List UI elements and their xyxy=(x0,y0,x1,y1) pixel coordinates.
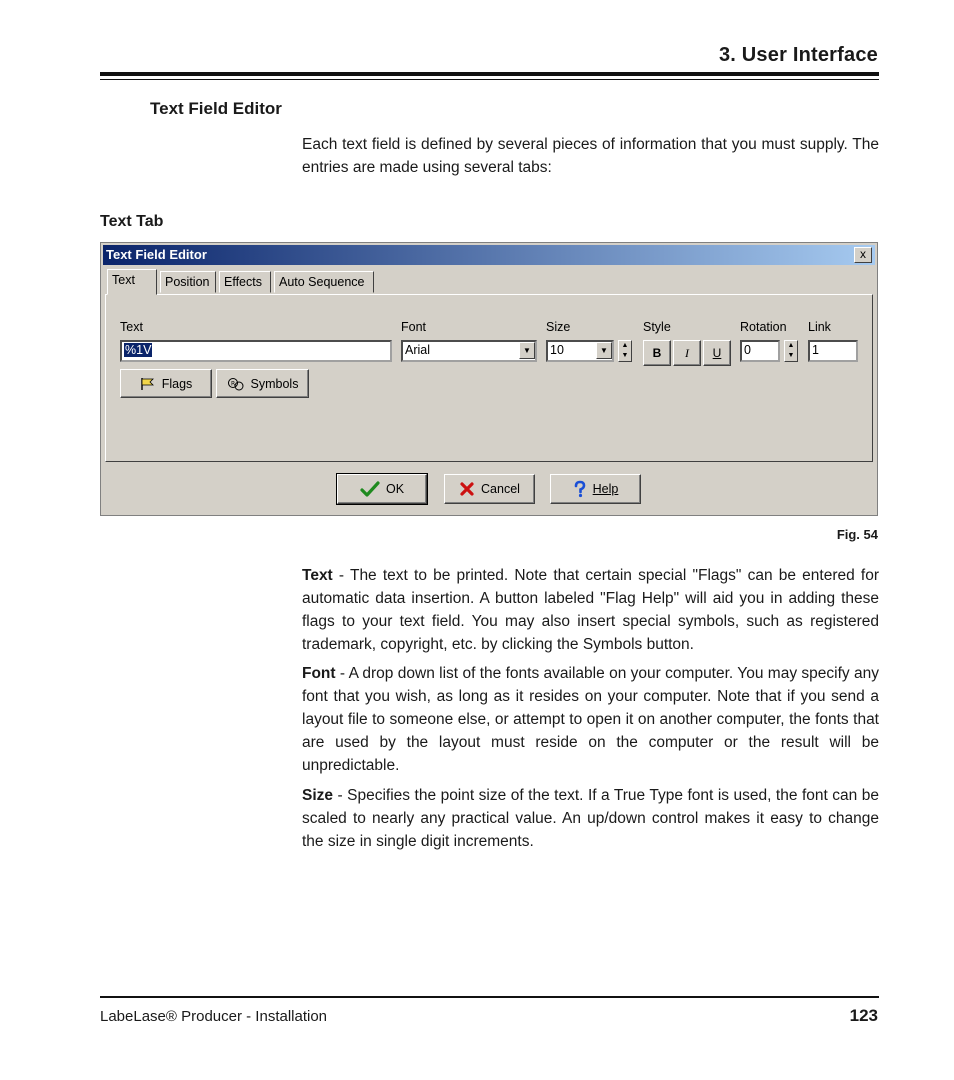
footer-rule xyxy=(100,996,879,998)
link-input[interactable] xyxy=(808,340,858,362)
ok-button[interactable] xyxy=(337,474,427,504)
rotation-input[interactable] xyxy=(740,340,780,362)
link-input-value: 1 xyxy=(812,343,819,357)
dialog-titlebar xyxy=(103,245,875,265)
size-spinner[interactable]: ▲ ▼ xyxy=(618,340,632,362)
header-rule xyxy=(100,72,879,76)
symbols-button-label: Symbols xyxy=(250,376,299,391)
term-text: Text xyxy=(302,567,333,584)
paragraph-text-body: - The text to be printed. Note that certain special "Flags" can be entered for automatic data insertion. A button labeled "Flag Help" will aid you in adding these flags to your text field. You may also insert special symbols, such as registered trademark, copyright, etc. by clicking the Symbols button. xyxy=(302,567,879,653)
figure-caption: Fig. 54 xyxy=(836,527,878,542)
paragraph-size-body: - Specifies the point size of the text. If a True Type font is used, the font can be scaled to nearly any practical value. An up/down control makes it easy to change the size in single digit increments. xyxy=(302,787,879,850)
intro-paragraph: Each text field is defined by several pieces of information that you must supply. The entries are made using several tabs: xyxy=(302,136,879,176)
rotation-label: Rotation xyxy=(740,320,787,334)
subsection-title: Text Tab xyxy=(100,213,164,230)
paragraph-font xyxy=(302,662,879,777)
section-title: Text Field Editor xyxy=(150,99,282,118)
paragraph-size xyxy=(302,784,879,853)
paragraph-font-body: - A drop down list of the fonts available on your computer. You may specify any font that you wish, as long as it resides on your computer. Note that if you send a layout file to someone else, or attempt to open it on another computer, the fonts that are used by the layout must reside on the computer or the result will be unpredictable. xyxy=(302,665,879,774)
footer-product: LabeLase® Producer - Installation xyxy=(100,1008,328,1025)
style-label: Style xyxy=(643,320,671,334)
flags-button[interactable] xyxy=(120,369,212,398)
text-field-editor-dialog xyxy=(100,242,878,516)
font-select[interactable] xyxy=(401,340,537,362)
font-label: Font xyxy=(401,320,427,334)
chapter-header: 3. User Interface xyxy=(718,44,878,66)
symbols-button[interactable] xyxy=(216,369,309,398)
text-input[interactable] xyxy=(120,340,392,362)
tab-position[interactable]: Position xyxy=(160,271,216,293)
italic-button[interactable]: I xyxy=(673,340,701,366)
underline-button[interactable]: U xyxy=(703,340,731,366)
dialog-title: Text Field Editor xyxy=(106,247,207,262)
question-icon xyxy=(573,480,587,498)
bold-button[interactable]: B xyxy=(643,340,671,366)
rotation-input-value: 0 xyxy=(744,343,751,357)
svg-text:R: R xyxy=(230,380,235,387)
tab-effects[interactable]: Effects xyxy=(219,271,271,293)
help-button[interactable] xyxy=(550,474,641,504)
flags-button-label: Flags xyxy=(161,376,193,391)
size-label: Size xyxy=(546,320,571,334)
flag-icon xyxy=(140,377,156,391)
cancel-button-label: Cancel xyxy=(481,482,520,496)
font-select-value: Arial xyxy=(405,343,431,357)
font-dropdown-arrow-icon[interactable]: ▼ xyxy=(519,342,535,359)
help-button-label: Help xyxy=(592,482,619,496)
tab-auto-sequence[interactable]: Auto Sequence xyxy=(274,271,374,293)
page-number: 123 xyxy=(849,1006,878,1025)
size-select-value: 10 xyxy=(550,343,564,357)
ok-button-label: OK xyxy=(385,482,405,496)
header-rule-thin xyxy=(100,79,879,80)
text-label: Text xyxy=(120,320,143,334)
size-select[interactable] xyxy=(546,340,614,362)
term-size: Size xyxy=(302,787,334,804)
rotation-spinner[interactable]: ▲ ▼ xyxy=(784,340,798,362)
symbols-icon xyxy=(227,377,245,391)
size-dropdown-arrow-icon[interactable]: ▼ xyxy=(596,342,612,359)
link-label: Link xyxy=(808,320,831,334)
paragraph-text xyxy=(302,564,879,656)
tab-text[interactable]: Text xyxy=(107,269,157,295)
x-icon xyxy=(459,481,475,497)
close-button[interactable]: x xyxy=(854,247,872,263)
checkmark-icon xyxy=(360,481,380,497)
cancel-button[interactable] xyxy=(444,474,535,504)
text-input-value: %1V xyxy=(125,343,152,357)
term-font: Font xyxy=(302,665,336,682)
